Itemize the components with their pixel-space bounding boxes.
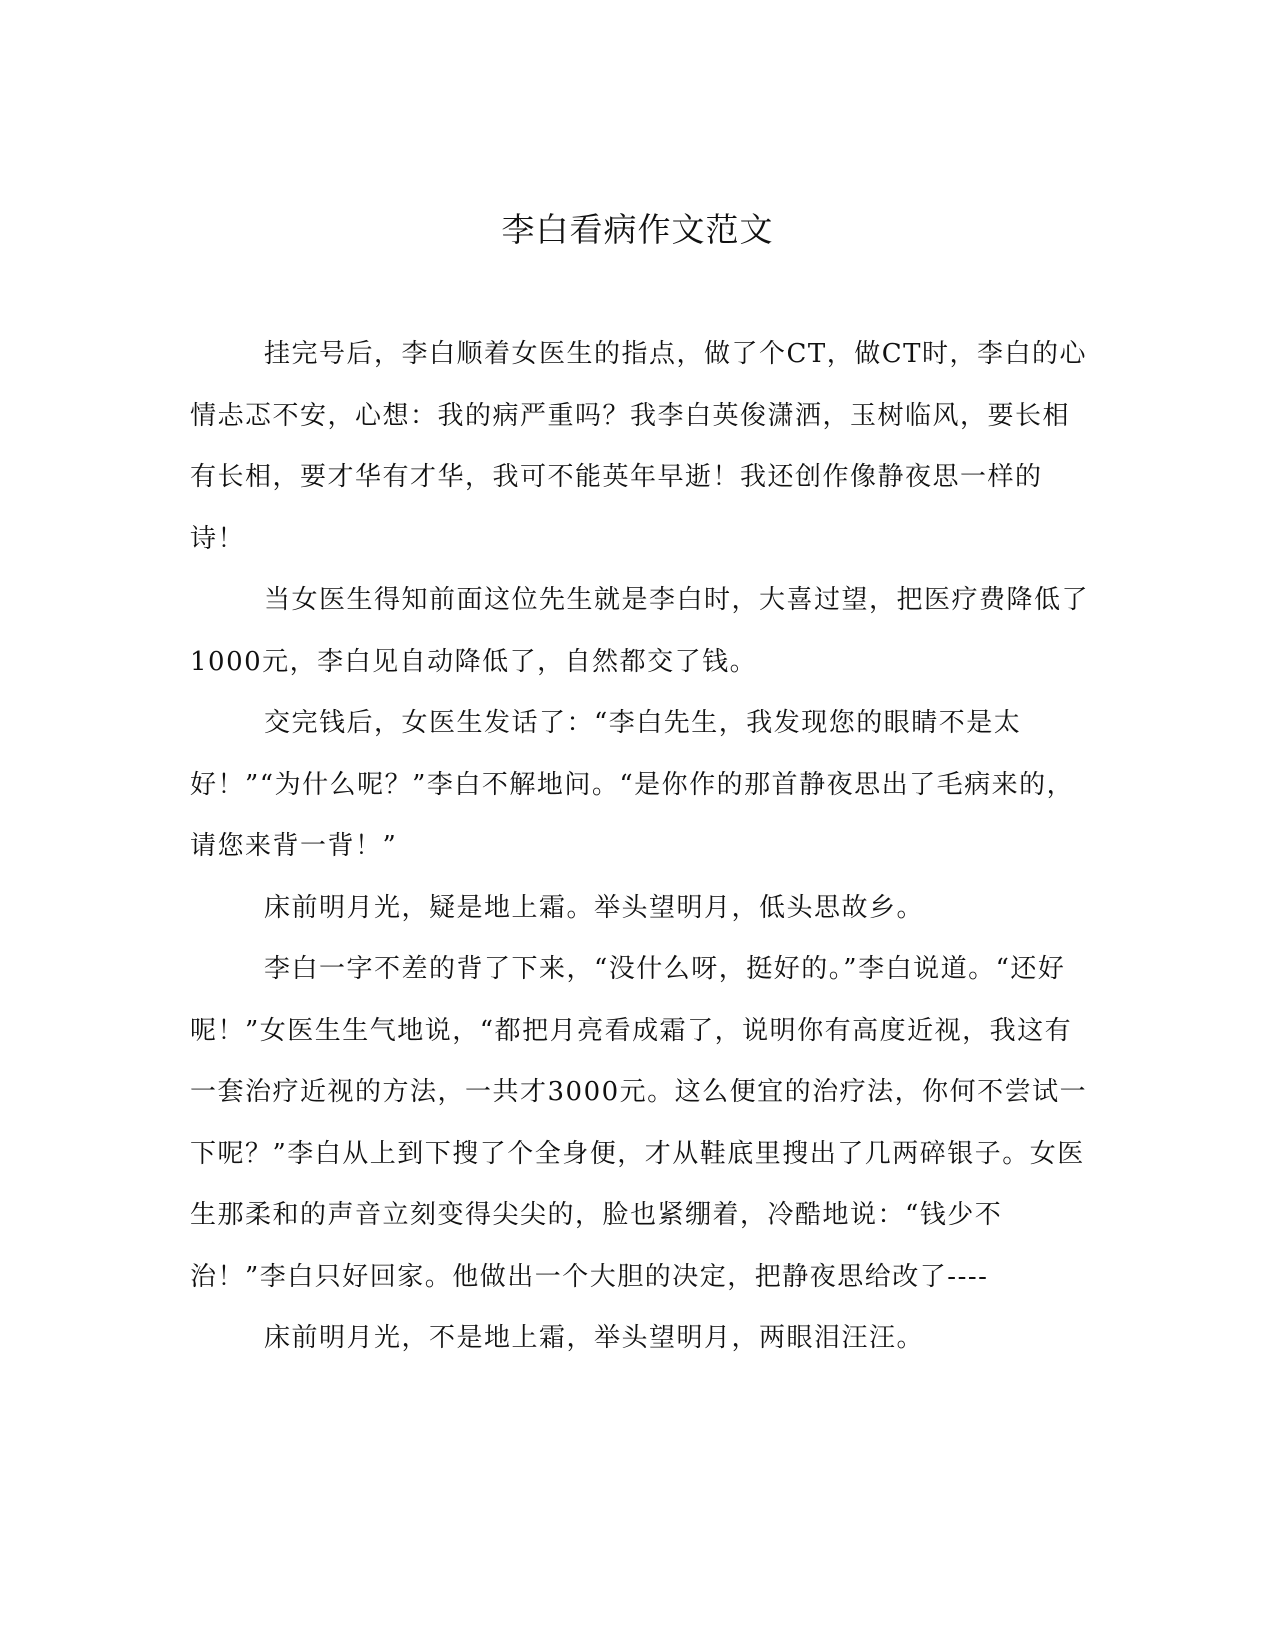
paragraph: 挂完号后，李白顺着女医生的指点，做了个CT，做CT时，李白的心情忐忑不安，心想：我的病严重吗？我李白英俊潇洒，玉树临风，要长相有长相，要才华有才华，我可不能英年早逝！我还创作像静夜思一样的诗！ [190, 339, 1087, 554]
paragraph: 李白一字不差的背了下来，“没什么呀，挺好的。”李白说道。“还好呢！”女医生生气地说，“都把月亮看成霜了，说明你有高度近视，我这有一套治疗近视的方法，一共才3000元。这么便宜的治疗法，你何不尝试一下呢？”李白从上到下搜了个全身便，才从鞋底里搜出了几两碎银子。女医生那柔和的声音立刻变得尖尖的，脸也紧绷着，冷酷地说：“钱少不治！”李白只好回家。他做出一个大胆的决定，把静夜思给改了---- [190, 954, 1088, 1292]
paragraph: 当女医生得知前面这位先生就是李白时，大喜过望，把医疗费降低了1000元，李白见自动降低了，自然都交了钱。 [190, 585, 1090, 677]
document-body [190, 324, 1090, 1370]
poem-original: 床前明月光，疑是地上霜。举头望明月，低头思故乡。 [264, 892, 925, 923]
paragraph: 交完钱后，女医生发话了：“李白先生，我发现您的眼睛不是太好！”“为什么呢？”李白不解地问。“是你作的那首静夜思出了毛病来的，请您来背一背！” [190, 708, 1075, 861]
document-title: 李白看病作文范文 [501, 210, 774, 249]
poem-revised: 床前明月光，不是地上霜，举头望明月，两眼泪汪汪。 [264, 1323, 925, 1353]
